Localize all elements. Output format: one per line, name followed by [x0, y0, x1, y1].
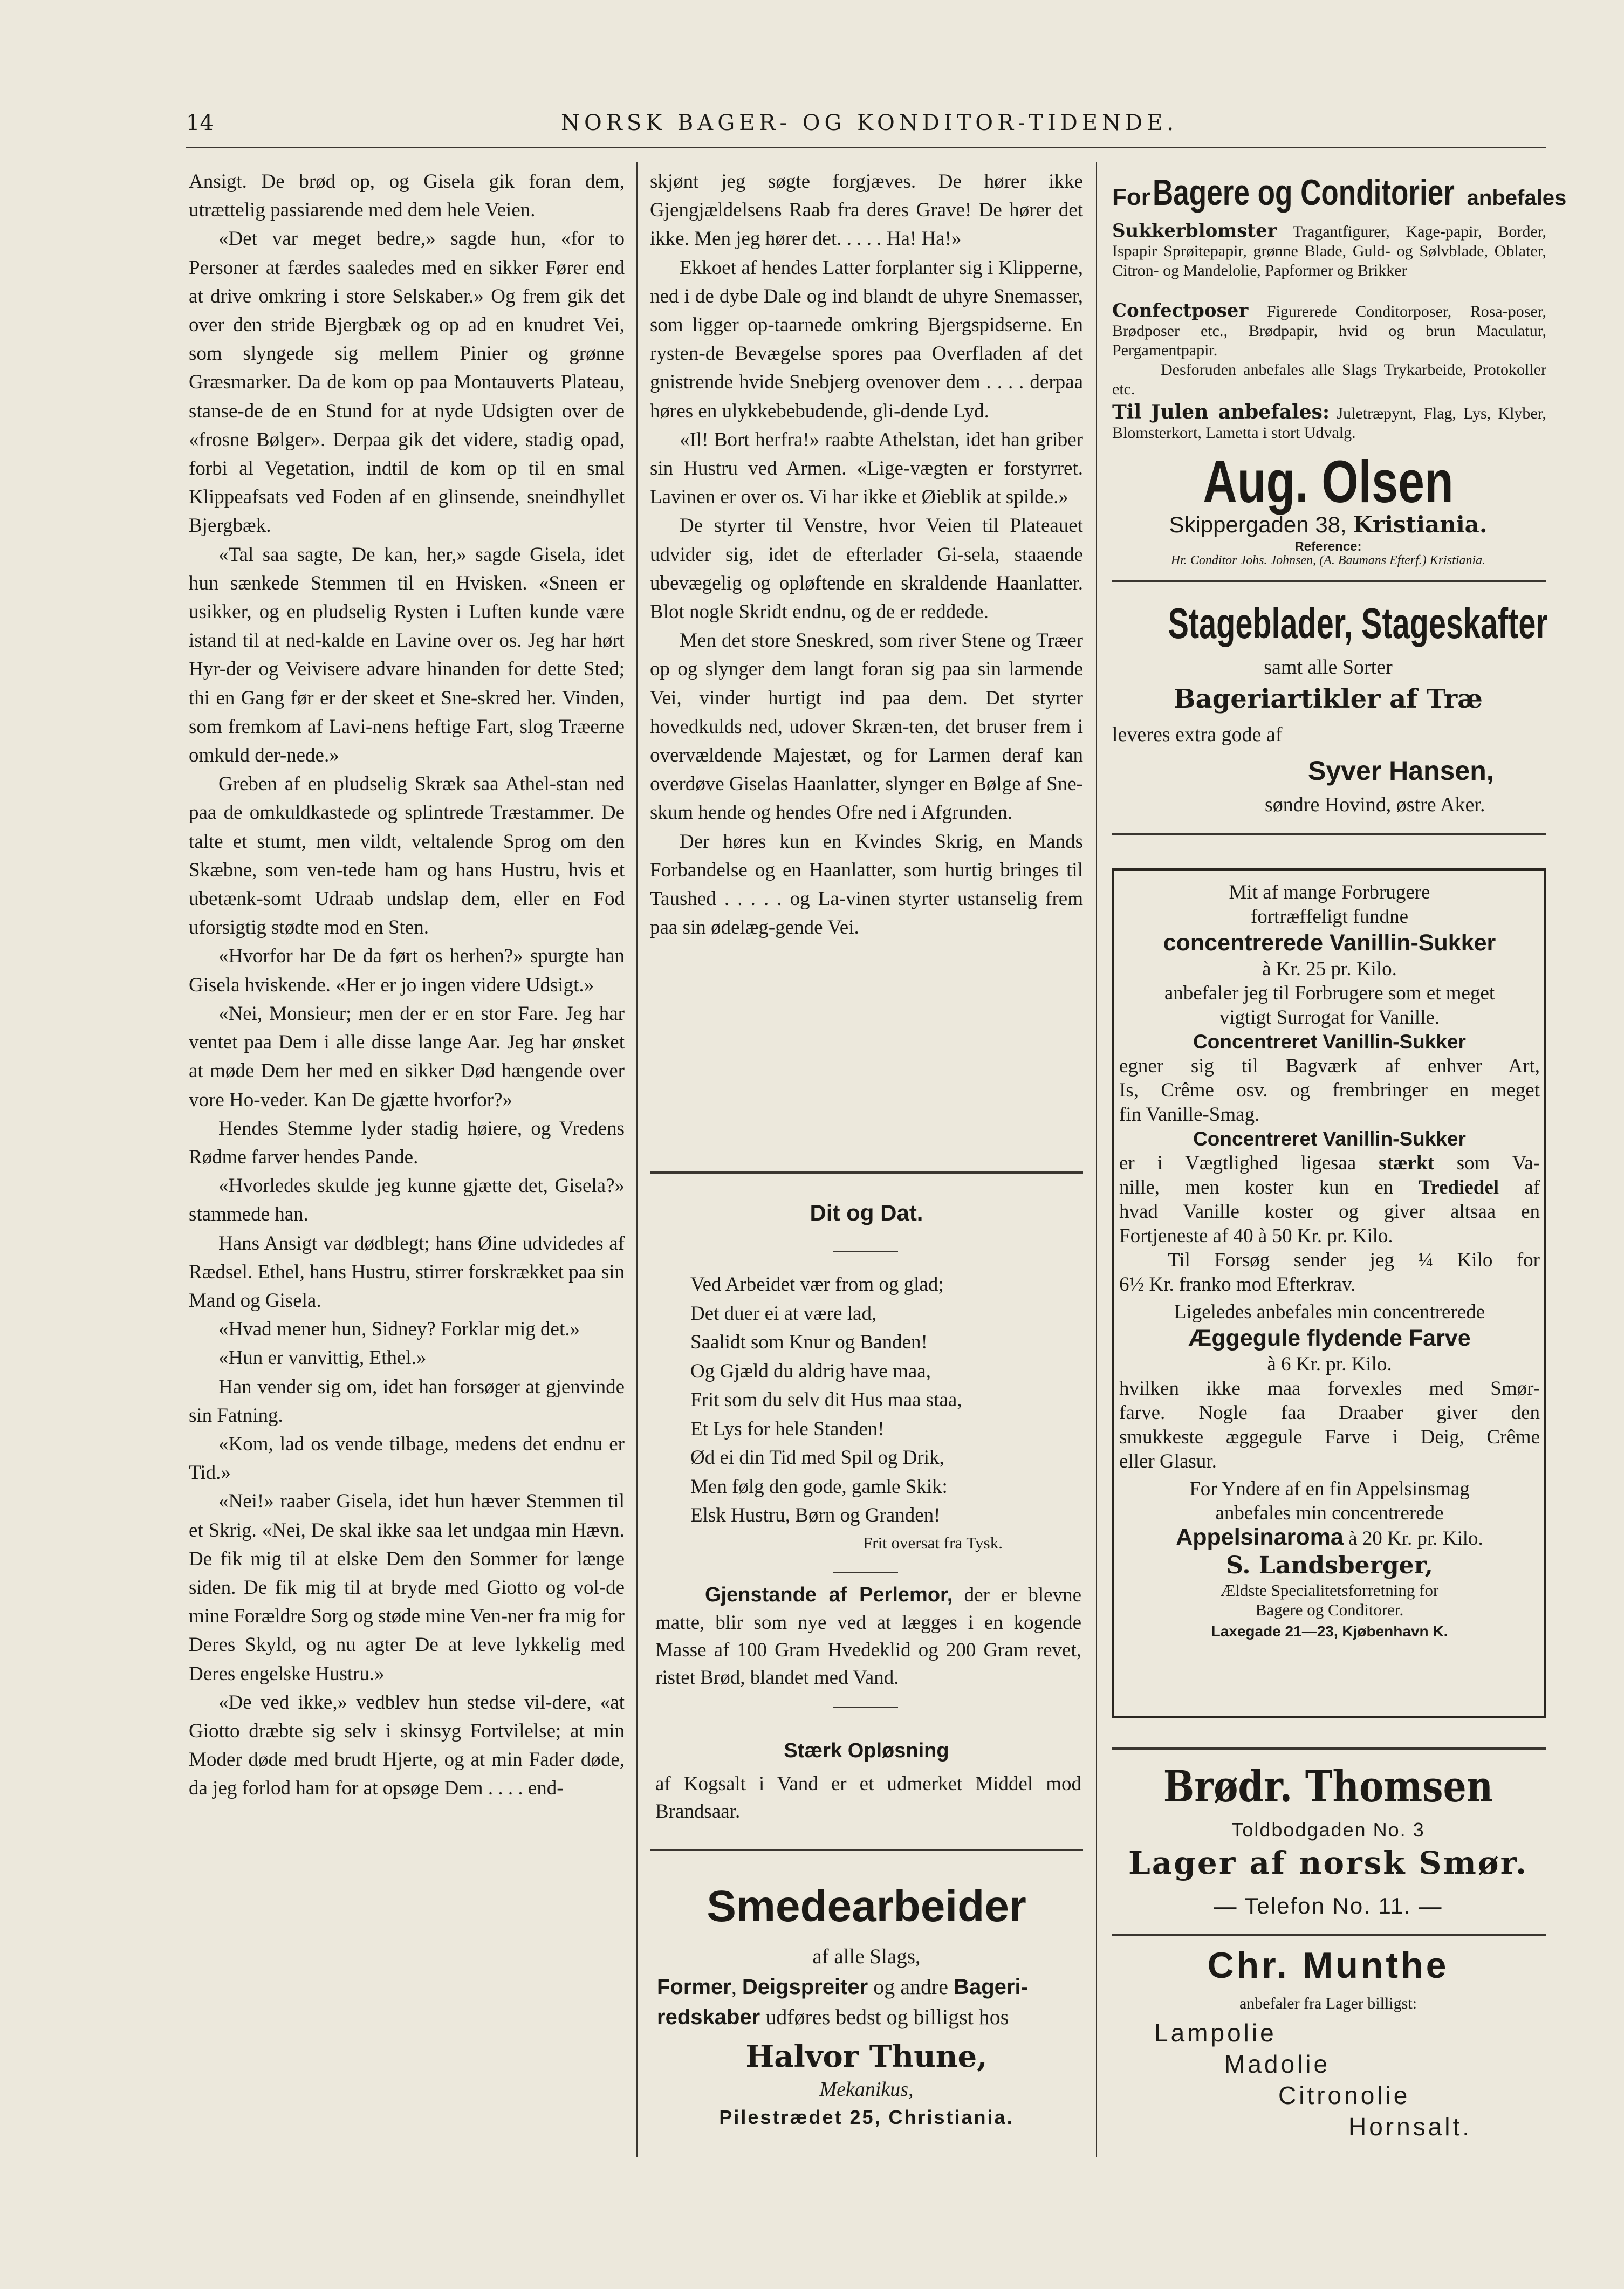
- ad-line: fin Vanille-Smag.: [1119, 1104, 1260, 1126]
- paragraph: «Det var meget bedre,» sagde hun, «for to Personer at færdes saaledes med en sikker Fører end at drive omkring i store Selskaber.» Og frem gik det over den stride Bjergbæk og op ad en knudret Vei, som slyngede sig mellem Pinier og grønne Græsmarker. Da de kom op paa Montauverts Plateau, stanse-de de en Stund for at nyde Udsigten over de «frosne Bølger». Derpaa gik det videre, stadig opad, forbi al Vegetation, indtil de kom op til en smal Klippeafsats ved Foden af en glinsende, sneindhyllet Bjergbæk.: [189, 228, 625, 537]
- thomsen-name: Brødr. Thomsen: [1163, 1761, 1493, 1812]
- ad-line: à 6 Kr. pr. Kilo.: [1267, 1353, 1392, 1375]
- hansen-line-2: Bageriartikler af Træ: [1174, 684, 1483, 714]
- ad-text: nille, men koster kun en: [1119, 1176, 1394, 1198]
- munthe-subtitle: anbefaler fra Lager billigst:: [1239, 1995, 1417, 2012]
- ad-rule: [1112, 580, 1546, 582]
- paragraph: «Hun er vanvittig, Ethel.»: [218, 1347, 427, 1369]
- paragraph: «Il! Bort herfra!» raabte Athelstan, idet han griber sin Hustru ved Armen. «Lige-vægten er forstyrret. Lavinen er over os. Vi har ikke et Øieblik at spilde.»: [650, 428, 1083, 509]
- ad-line: 6½ Kr. franko mod Efterkrav.: [1119, 1273, 1356, 1296]
- ad-line: vigtigt Surrogat for Vanille.: [1219, 1006, 1440, 1029]
- perlemor-notice: [655, 1581, 1081, 1691]
- hansen-title: Stageblader, Stageskafter: [1168, 599, 1548, 647]
- olsen-city: Kristiania.: [1353, 511, 1488, 538]
- dit-og-dat-heading: Dit og Dat.: [810, 1200, 923, 1225]
- smed-bold: redskaber: [657, 2005, 760, 2029]
- ad-line: Æggegule flydende Farve: [1188, 1325, 1471, 1351]
- ad-line: Ældste Specialitetsforretning for: [1220, 1581, 1439, 1600]
- olsen-street: Skippergaden 38,: [1169, 512, 1347, 537]
- column-rule: [636, 162, 638, 2157]
- ad-line: For Yndere af en fin Appelsinsmag: [1189, 1478, 1470, 1500]
- smed-title: Smedearbeider: [707, 1882, 1026, 1931]
- olsen-for: For: [1112, 184, 1150, 210]
- olsen-ref-label: Reference:: [1294, 539, 1362, 554]
- hansen-line-3: leveres extra gode af: [1112, 723, 1283, 746]
- perlemor-title: Gjenstande af Perlemor,: [705, 1584, 953, 1606]
- olsen-item-bold: Til Julen anbefales:: [1112, 401, 1330, 423]
- paragraph: Men det store Sneskred, som river Stene og Træer op og slynger dem langt foran sig paa sin larmende Vei, vinder hurtigt ind paa dem. Det styrter hovedkulds ned, udover Skræn-ten, det bruser frem i overvældende Majestæt, og for Larmen deraf kan overdøve Giselas Haanlatter, slynger en Bølge af Sne-skum hende og hendes Ofre ned i Afgrunden.: [650, 629, 1083, 824]
- paragraph: «Hvorfor har De da ført os herhen?» spurgte han Gisela hviskende. «Her er jo ingen videre Udsigt.»: [189, 945, 625, 996]
- poem-line: Og Gjæld du aldrig have maa,: [690, 1360, 931, 1382]
- ad-bold: Trediedel: [1419, 1176, 1499, 1198]
- olsen-item-text: Figurerede Conditorposer, Rosa-poser, Brødposer etc., Brødpapir, hvid og brun Maculatur, Pergamentpapir.: [1112, 303, 1547, 359]
- short-rule: [833, 1707, 898, 1708]
- hansen-name: Syver Hansen,: [1308, 756, 1494, 786]
- paragraph: Hans Ansigt var dødblegt; hans Øine udvidedes af Rædsel. Ethel, hans Hustru, stirrer forskrækket paa sin Mand og Gisela.: [189, 1232, 625, 1312]
- article-column-1: [189, 167, 625, 1803]
- poem-line: Det duer ei at være lad,: [690, 1302, 877, 1325]
- ad-line: Mit af mange Forbrugere: [1229, 881, 1430, 903]
- ad-line: anbefaler jeg til Forbrugere som et meget: [1164, 982, 1495, 1004]
- ad-line: à Kr. 25 pr. Kilo.: [1262, 958, 1397, 980]
- ad-rule: [1112, 1934, 1546, 1936]
- munthe-item: Madolie: [1224, 2050, 1331, 2078]
- perlemor-text: der er blevne matte, blir som nye ved at lægges i en kogende Masse af 100 Gram Hvedeklid og 200 Gram revet, ristet Brød, blandet med Vand.: [655, 1584, 1081, 1689]
- ad-line: fortræffeligt fundne: [1250, 906, 1409, 928]
- paragraph: Ansigt. De brød op, og Gisela gik foran dem, utrættelig passiarende med dem hele Veien.: [189, 170, 625, 222]
- smed-line-1: af alle Slags,: [812, 1945, 921, 1968]
- ad-line: hvilken ikke maa forvexles med Smør-: [1119, 1377, 1540, 1400]
- ad-text: er i Vægtlighed ligesaa: [1119, 1152, 1356, 1174]
- ad-line: Til Forsøg sender jeg ¼ Kilo for: [1168, 1249, 1540, 1271]
- olsen-anbefales: anbefales: [1467, 186, 1567, 210]
- poem-line: Saalidt som Knur og Banden!: [690, 1331, 928, 1353]
- paragraph: «Hvad mener hun, Sidney? Forklar mig det.»: [218, 1318, 580, 1341]
- olsen-title: Bagere og Conditorier: [1153, 172, 1455, 213]
- section-rule: [650, 1849, 1083, 1851]
- ad-text: som Va-: [1456, 1152, 1540, 1174]
- ad-bold: Appelsinaroma: [1176, 1524, 1344, 1550]
- paragraph: Greben af en pludselig Skræk saa Athel-stan ned paa de omkuldkastede og splintrede Træstammer. De talte et stumt, men vildt, veltalende Sprog om den Skæbne, som ven-tede ham og hans Hustru, hvis et ubetænk-somt Udraab undslap dem, eller en Fod uforsigtig stødte mod en Sten.: [189, 773, 625, 939]
- poem-line: Ved Arbeidet vær from og glad;: [690, 1273, 944, 1296]
- paragraph: De styrter til Venstre, hvor Veien til Plateauet udvider sig, idet de efterlader Gi-sela, staaende ubevægelig og opløftende en skraldende Haanlatter. Blot nogle Skridt endnu, og de er reddede.: [650, 515, 1083, 623]
- section-rule: [650, 1171, 1083, 1174]
- ad-rule: [1112, 1747, 1546, 1750]
- ad-text: à 20 Kr. pr. Kilo.: [1348, 1527, 1483, 1550]
- smed-sep: ,: [731, 1975, 737, 1999]
- poem: [690, 1270, 1068, 1530]
- poem-line: Elsk Hustru, Børn og Granden!: [690, 1504, 941, 1526]
- ad-line: anbefales min concentrerede: [1215, 1502, 1444, 1524]
- smed-text: udføres bedst og billigst hos: [765, 2005, 1009, 2029]
- poem-line: Frit som du selv dit Hus maa staa,: [690, 1389, 962, 1411]
- paragraph: «Kom, lad os vende tilbage, medens det endnu er Tid.»: [189, 1433, 625, 1484]
- ad-line: [1119, 1175, 1540, 1200]
- ad-line: Ligeledes anbefales min concentrerede: [1174, 1301, 1485, 1323]
- paragraph: Ekkoet af hendes Latter forplanter sig i Klipperne, ned i de dybe Dale og ind blandt de uhyre Snemasser, som ligger op-taarnede omkring Bjergspidserne. En rysten-de Bevægelse spores paa Overfladen af det gnistrende hvide Snebjerg ovenover dem . . . . derpaa høres en ulykkebebudende, gli-dende Lyd.: [650, 256, 1083, 422]
- ad-line: [1119, 1525, 1540, 1551]
- olsen-item-3: Desforuden anbefales alle Slags Trykarbeide, Protokoller etc.: [1112, 361, 1546, 398]
- ad-bold: stærkt: [1379, 1152, 1434, 1174]
- ad-line: S. Landsberger,: [1226, 1552, 1433, 1579]
- short-rule: [833, 1251, 898, 1252]
- oplosning-title: Stærk Opløsning: [784, 1739, 949, 1762]
- oplosning-text: af Kogsalt i Vand er et udmerket Middel mod Brandsaar.: [655, 1773, 1081, 1822]
- ad-line: Fortjeneste af 40 à 50 Kr. pr. Kilo.: [1119, 1225, 1393, 1247]
- ad-line: concentrerede Vanillin-Sukker: [1163, 930, 1496, 956]
- ad-line: hvad Vanille koster og giver altsaa en: [1119, 1201, 1540, 1223]
- smed-bold: Bageri-: [954, 1975, 1028, 1999]
- smed-text: og andre: [873, 1975, 949, 1999]
- smed-bold: Deigspreiter: [742, 1975, 868, 1999]
- header-rule: [186, 147, 1546, 148]
- poem-attribution: Frit oversat fra Tysk.: [863, 1533, 1003, 1552]
- ad-line: farve. Nogle faa Draaber giver den: [1119, 1402, 1540, 1424]
- olsen-item-text: Tragantfigurer, Kage-papir, Border, Ispapir Sprøitepapir, grønne Blade, Guld- og Sølvblade, Oblater, Citron- og Mandelolie, Papformer og Brikker: [1112, 223, 1546, 279]
- paragraph: «Nei, Monsieur; men der er en stor Fare. Jeg har ventet paa Dem i alle disse lange Aar. Jeg har ønsket at møde Dem her med en sikker Død hængende over vore Ho-veder. Kan De gjætte hvorfor?»: [189, 1002, 625, 1111]
- munthe-item: Hornsalt.: [1348, 2113, 1472, 2141]
- hansen-line-1: samt alle Sorter: [1264, 656, 1393, 679]
- paragraph: «Nei!» raaber Gisela, idet hun hæver Stemmen til et Skrig. «Nei, De skal ikke saa let undgaa min Hævn. De fik mig til at elske Dem den Sommer for længe siden. De fik mig til at bryde med Giotto og vol-de mine Forældre Sorg og støde mine Ven-ner fra mig for Deres Skyld, og nu agter De at leve lykkelig med Deres engelske Hustru.»: [189, 1490, 625, 1685]
- olsen-address: [1106, 511, 1551, 538]
- publication-title: NORSK BAGER- OG KONDITOR-TIDENDE.: [561, 111, 1178, 135]
- smed-role: Mekanikus,: [819, 2078, 914, 2101]
- olsen-item-text: Juletræpynt, Flag, Lys, Klyber, Blomsterkort, Lametta i stort Udvalg.: [1112, 405, 1547, 442]
- paragraph: «De ved ikke,» vedblev hun stedse vil-dere, «at Giotto dræbte sig selv i skinsyg Fortvilelse; at min Moder døde med brudt Hjerte, og at min Fader døde, da jeg forlod ham for at opsøge Dem . . . . end-: [189, 1691, 625, 1800]
- munthe-name: Chr. Munthe: [1207, 1945, 1449, 1986]
- smed-address: Pilestrædet 25, Christiania.: [719, 2106, 1014, 2128]
- smed-line-2: [657, 1974, 1028, 1999]
- ad-line: egner sig til Bagværk af enhver Art,: [1119, 1055, 1540, 1077]
- olsen-name: Aug. Olsen: [1203, 449, 1454, 515]
- thomsen-phone: — Telefon No. 11. —: [1214, 1893, 1443, 1918]
- article-column-2: [650, 167, 1083, 942]
- olsen-ref-text: Hr. Conditor Johs. Johnsen, (A. Baumans Efterf.) Kristiania.: [1170, 553, 1486, 567]
- hansen-address: søndre Hovind, østre Aker.: [1265, 793, 1485, 816]
- paragraph: Han vender sig om, idet han forsøger at gjenvinde sin Fatning.: [189, 1375, 625, 1427]
- munthe-item: Citronolie: [1278, 2081, 1410, 2109]
- thomsen-line: Lager af norsk Smør.: [1128, 1845, 1529, 1881]
- olsen-headline: [1112, 172, 1566, 214]
- ad-line: [1119, 1151, 1540, 1175]
- paragraph: Hendes Stemme lyder stadig høiere, og Vredens Rødme farver hendes Pande.: [189, 1117, 625, 1168]
- olsen-item-1: [1112, 221, 1546, 280]
- paragraph: Der høres kun en Kvindes Skrig, en Mands Forbandelse og en Haanlatter, som hurtig bringes til Taushed . . . . . og La-vinen styrter ustanselig frem paa sin ødelæg-gende Vei.: [650, 830, 1083, 939]
- olsen-item-2: [1112, 301, 1546, 360]
- poem-line: Men følg den gode, gamle Skik:: [690, 1475, 948, 1498]
- poem-line: Et Lys for hele Standen!: [690, 1417, 885, 1440]
- ad-line: Concentreret Vanillin-Sukker: [1193, 1031, 1466, 1053]
- ad-rule: [1112, 833, 1546, 835]
- ad-line: Is, Crême osv. og frembringer en meget: [1119, 1079, 1540, 1101]
- short-rule: [833, 1572, 898, 1573]
- smed-line-3: [657, 2004, 1009, 2030]
- ad-line: Concentreret Vanillin-Sukker: [1193, 1128, 1466, 1150]
- ad-line: smukkeste æggegule Farve i Deig, Crême: [1119, 1426, 1540, 1448]
- paragraph: skjønt jeg søgte forgjæves. De hører ikke Gjengjældelsens Raab fra deres Grave! De hører det ikke. Men jeg hører det. . . . . Ha! Ha!»: [650, 170, 1083, 250]
- poem-line: Ød ei din Tid med Spil og Drik,: [690, 1447, 944, 1469]
- ad-line: eller Glasur.: [1119, 1450, 1217, 1472]
- landsberger-ad: [1119, 880, 1540, 1643]
- paragraph: «Tal saa sagte, De kan, her,» sagde Gisela, idet hun sænkede Stemmen til en Hvisken. «Sneen er usikker, og en pludselig Rysten i Luften kunde være istand til at ned-kalde en Lavine over os. Jeg har hørt Hyr-der og Veivisere advare hinanden for dette Sted; thi en Gang før er der skeet et Sne-skred her. Vinden, som fremkom af Lavi-nens heftige Fart, slog Træerne omkuld der-nede.»: [189, 543, 625, 767]
- page-number: 14: [186, 111, 214, 135]
- thomsen-address: Toldbodgaden No. 3: [1231, 1819, 1425, 1841]
- ad-text: af: [1524, 1176, 1540, 1198]
- ad-line: Laxegade 21—23, Kjøbenhavn K.: [1211, 1623, 1448, 1640]
- olsen-item-4: [1112, 402, 1546, 443]
- ad-line: Bagere og Conditorer.: [1255, 1600, 1404, 1619]
- munthe-item: Lampolie: [1154, 2019, 1277, 2047]
- smed-name: Halvor Thune,: [745, 2039, 988, 2074]
- olsen-item-bold: Sukkerblomster: [1112, 220, 1277, 242]
- column-rule: [1096, 162, 1097, 2157]
- smed-bold: Former: [657, 1975, 731, 1999]
- olsen-item-bold: Confectposer: [1112, 300, 1249, 321]
- paragraph: «Hvorledes skulde jeg kunne gjætte det, Gisela?» stammede han.: [189, 1175, 625, 1226]
